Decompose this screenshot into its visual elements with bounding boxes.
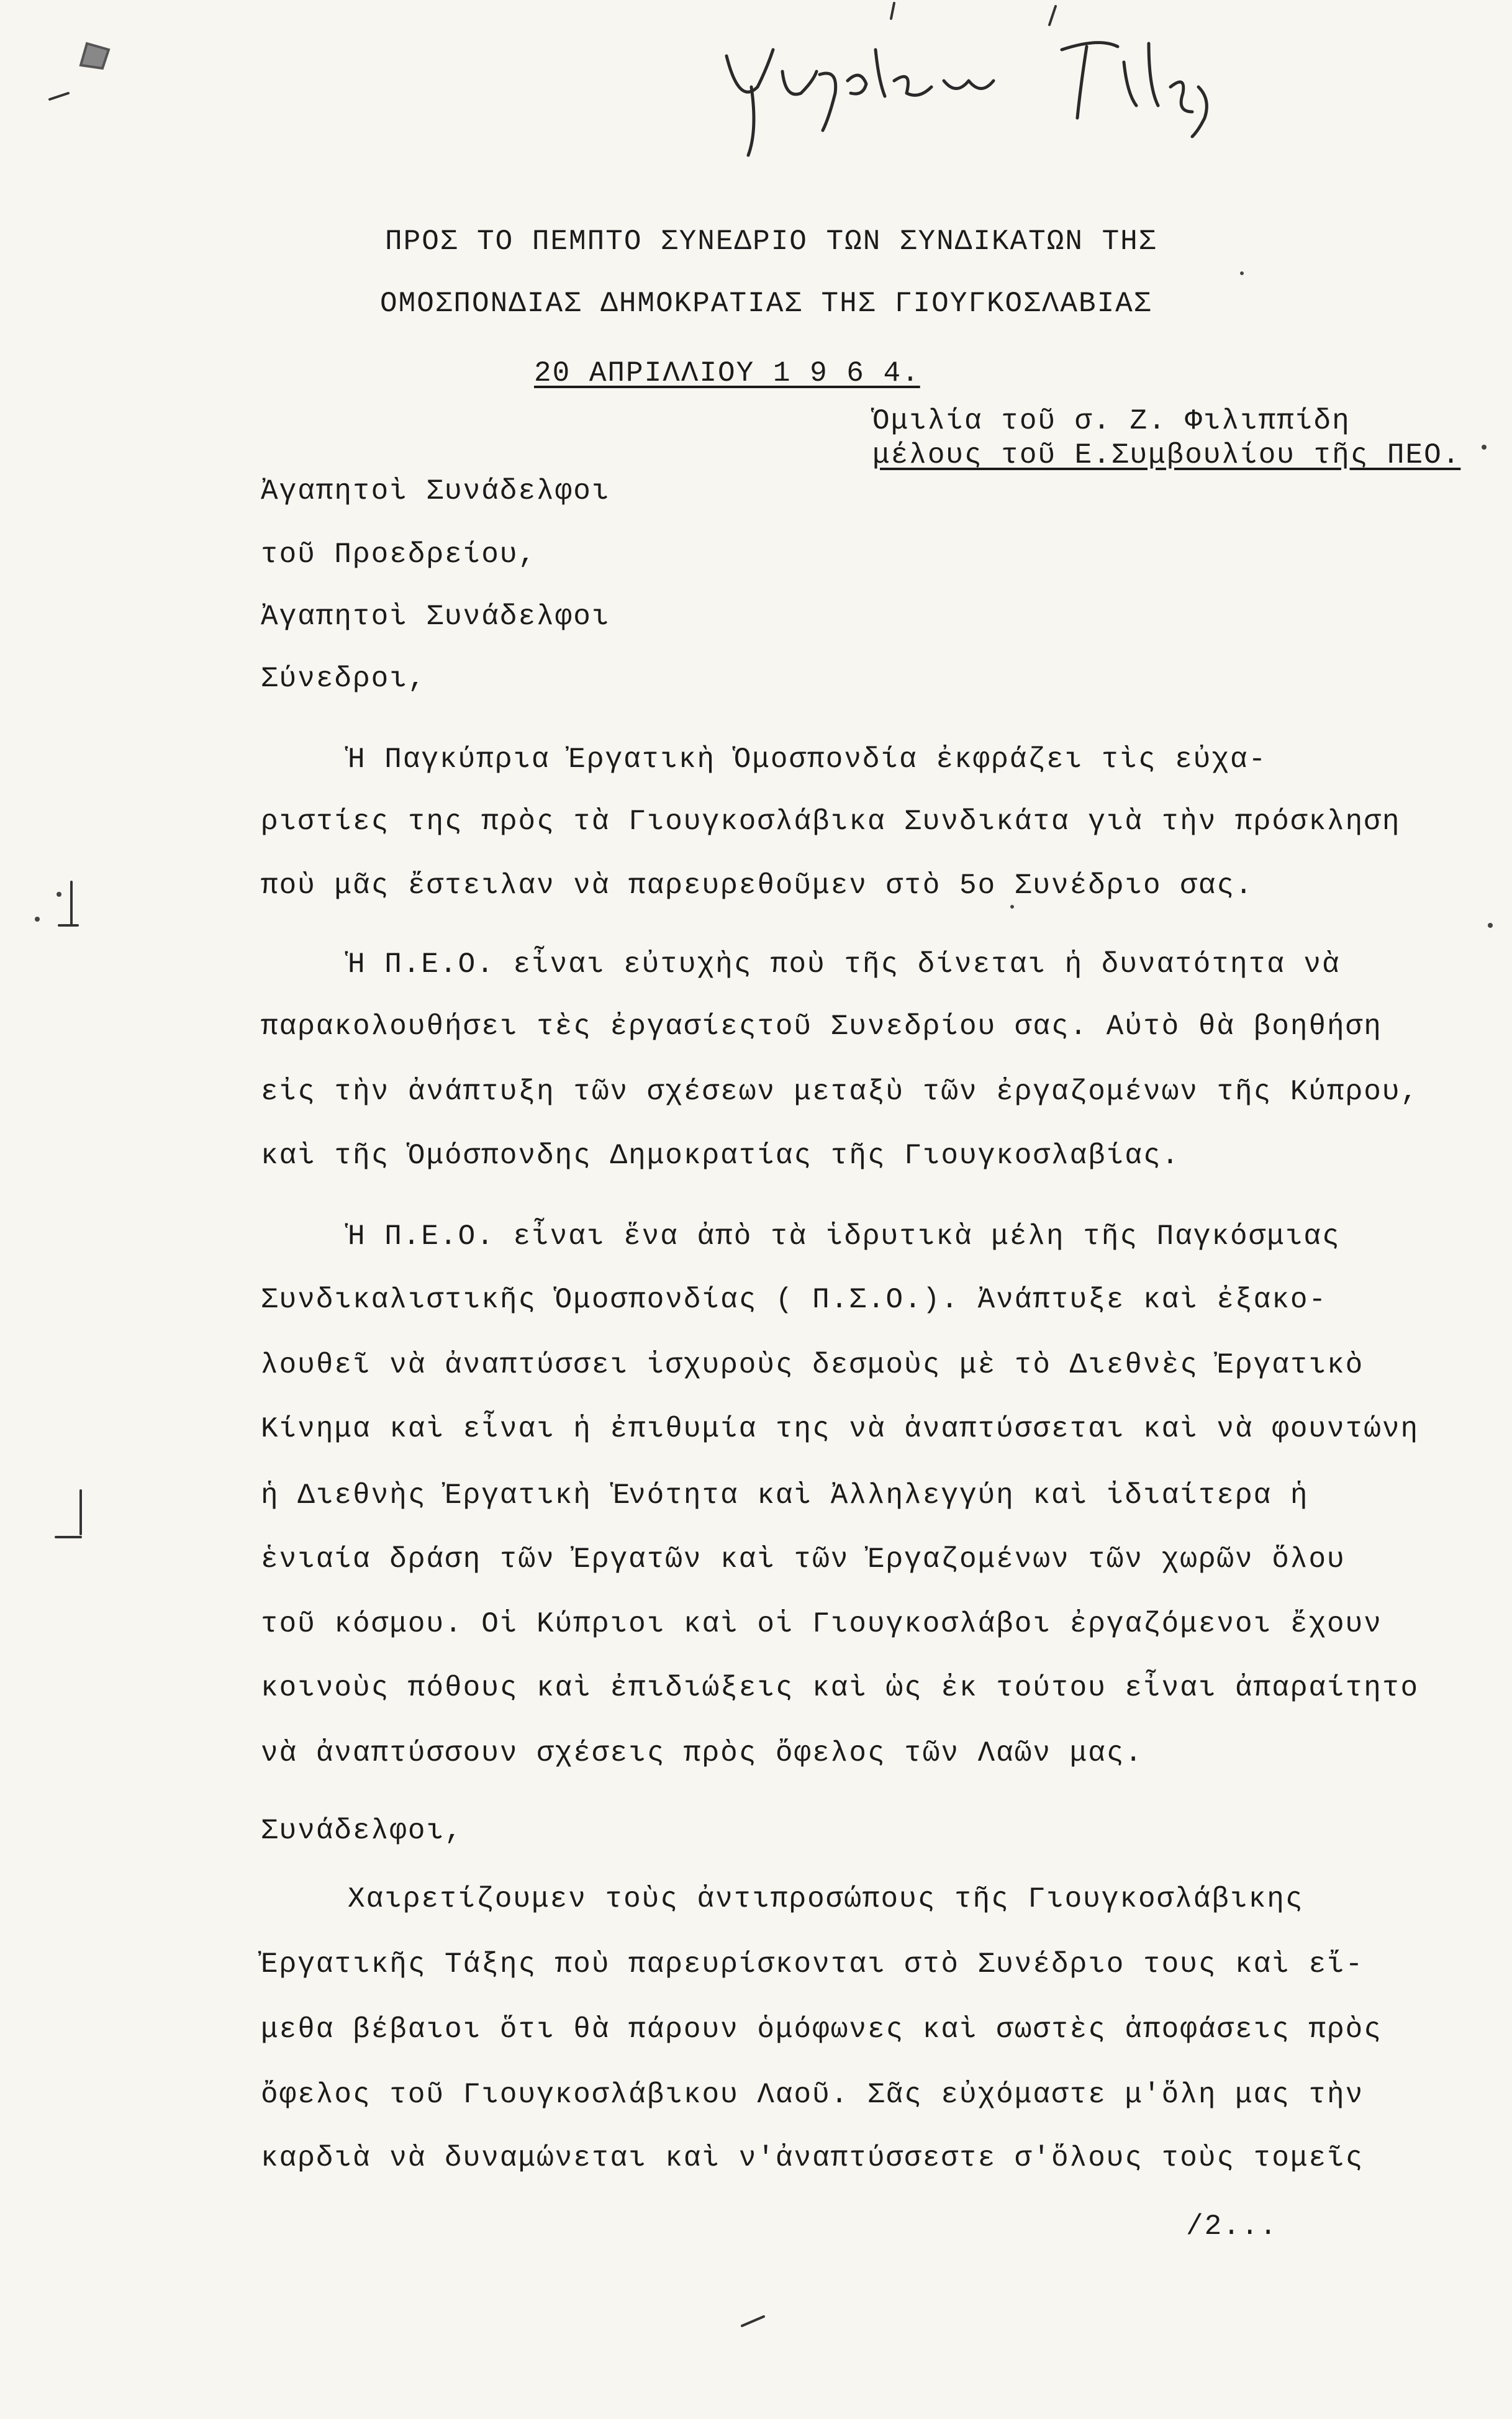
header-date: 20 ΑΠΡΙΛΛΙΟΥ 1 9 6 4. — [534, 357, 920, 389]
speaker-line-1: Ὁμιλία τοῦ σ. Ζ. Φιλιππίδη — [872, 405, 1351, 437]
body-line-21: ὄφελος τοῦ Γιουγκοσλάβικου Λαοῦ. Σᾶς εὐχόμαστε μ'ὅλη μας τὴν — [261, 2079, 1364, 2111]
body-line-1: Ἡ Παγκύπρια Ἐργατικὴ Ὁμοσπονδία ἐκφράζει τὶς εὐχα- — [348, 743, 1267, 776]
body-line-20: μεθα βέβαιοι ὅτι θὰ πάρουν ὁμόφωνες καὶ σωστὲς ἀποφάσεις πρὸς — [261, 2013, 1382, 2046]
body-line-3: ποὺ μᾶς ἔστειλαν νὰ παρευρεθοῦμεν στὸ 5ο Συνέδριο σας. — [261, 869, 1254, 902]
body-line-9: Συνδικαλιστικῆς Ὁμοσπονδίας ( Π.Σ.Ο.). Ἀνάπτυξε καὶ ἐξακο- — [261, 1284, 1328, 1316]
salutation-1: Ἀγαπητοὶ Συνάδελφοι — [261, 475, 610, 507]
body-line-16: νὰ ἀναπτύσσουν σχέσεις πρὸς ὄφελος τῶν Λαῶν μας. — [261, 1737, 1144, 1769]
body-line-17: Συνάδελφοι, — [261, 1815, 463, 1847]
body-line-4: Ἡ Π.Ε.Ο. εἶναι εὐτυχὴς ποὺ τῆς δίνεται ἡ δυνατότητα νὰ — [348, 948, 1341, 981]
body-line-19: Ἐργατικῆς Τάξης ποὺ παρευρίσκονται στὸ Συνέδριο τους καὶ εἴ- — [261, 1948, 1364, 1981]
salutation-4: Σύνεδροι, — [261, 663, 427, 695]
body-line-5: παρακολουθήσει τὲς ἐργασίεςτοῦ Συνεδρίου σας. Αὐτὸ θὰ βοηθήση — [261, 1010, 1382, 1043]
body-line-12: ἡ Διεθνὴς Ἐργατικὴ Ἑνότητα καὶ Ἀλληλεγγύη καὶ ἰδιαίτερα ἡ — [261, 1479, 1309, 1512]
body-line-22: καρδιὰ νὰ δυναμώνεται καὶ ν'ἀναπτύσσεστε σ'ὅλους τοὺς τομεῖς — [261, 2142, 1364, 2174]
header-line-1: ΠΡΟΣ ΤΟ ΠΕΜΠΤΟ ΣΥΝΕΔΡΙΟ ΤΩΝ ΣΥΝΔΙΚΑΤΩΝ ΤΗΣ — [385, 225, 1157, 258]
body-line-18: Χαιρετίζουμεν τοὺς ἀντιπροσώπους τῆς Γιουγκοσλάβικης — [348, 1883, 1304, 1915]
speaker-line-2: μέλους τοῦ Ε.Συμβουλίου τῆς ΠΕΟ. — [872, 439, 1461, 471]
body-line-15: κοινοὺς πόθους καὶ ἐπιδιώξεις καὶ ὡς ἐκ τούτου εἶναι ἀπαραίτητο — [261, 1672, 1419, 1704]
salutation-2: τοῦ Προεδρείου, — [261, 538, 537, 571]
body-line-6: εἰς τὴν ἀνάπτυξη τῶν σχέσεων μεταξὺ τῶν ἐργαζομένων τῆς Κύπρου, — [261, 1076, 1419, 1108]
header-line-2: ΟΜΟΣΠΟΝΔΙΑΣ ΔΗΜΟΚΡΑΤΙΑΣ ΤΗΣ ΓΙΟΥΓΚΟΣΛΑΒΙΑΣ — [380, 288, 1152, 320]
page-continuation-marker: /2... — [1186, 2210, 1279, 2243]
body-line-2: ριστίες της πρὸς τὰ Γιουγκοσλάβικα Συνδικάτα γιὰ τὴν πρόσκληση — [261, 806, 1401, 838]
body-line-14: τοῦ κόσμου. Οἱ Κύπριοι καὶ οἱ Γιουγκοσλάβοι ἐργαζόμενοι ἔχουν — [261, 1608, 1382, 1640]
body-line-11: Κίνημα καὶ εἶναι ἡ ἐπιθυμία της νὰ ἀναπτύσσεται καὶ νὰ φουντώνη — [261, 1413, 1419, 1445]
salutation-3: Ἀγαπητοὶ Συνάδελφοι — [261, 601, 610, 633]
body-line-8: Ἡ Π.Ε.Ο. εἶναι ἕνα ἀπὸ τὰ ἱδρυτικὰ μέλη τῆς Παγκόσμιας — [348, 1220, 1341, 1253]
body-line-10: λουθεῖ νὰ ἀναπτύσσει ἰσχυροὺς δεσμοὺς μὲ τὸ Διεθνὲς Ἐργατικὸ — [261, 1349, 1364, 1381]
body-line-7: καὶ τῆς Ὁμόσπονδης Δημοκρατίας τῆς Γιουγκοσλαβίας. — [261, 1140, 1180, 1172]
body-line-13: ἑνιαία δράση τῶν Ἐργατῶν καὶ τῶν Ἐργαζομένων τῶν χωρῶν ὅλου — [261, 1543, 1346, 1576]
